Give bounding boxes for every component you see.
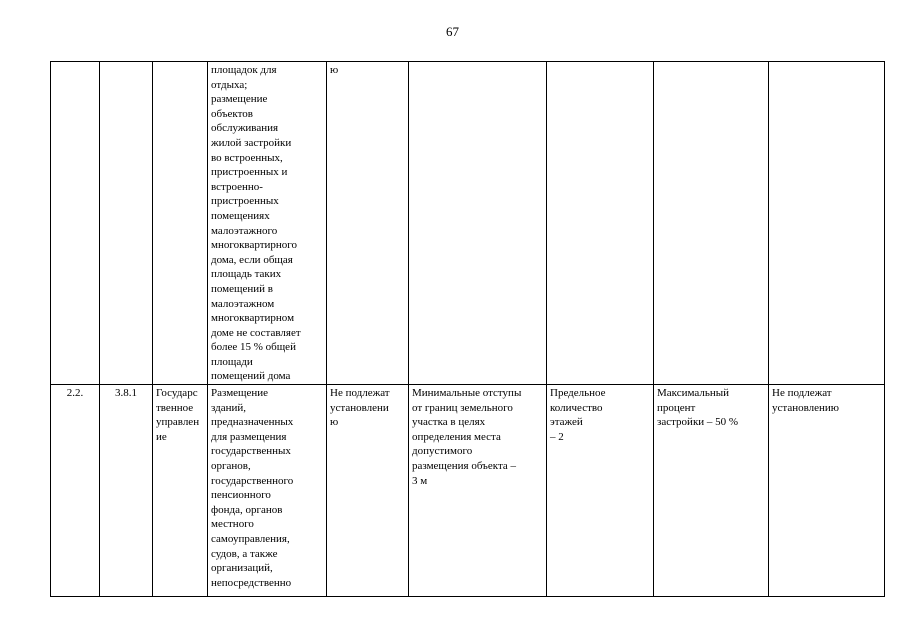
- cell-line: 3 м: [412, 474, 428, 487]
- cell-other: [769, 385, 885, 597]
- cell-line: самоуправления,: [211, 533, 290, 545]
- cell-use-type: [153, 385, 208, 597]
- table-row-continuation: [51, 62, 885, 385]
- cell-line: дома, если общая: [211, 253, 293, 266]
- cell-number: [51, 62, 100, 385]
- cell-line: Размещение: [211, 387, 269, 400]
- cell-line: Не подлежат: [772, 387, 832, 400]
- cell-line: пенсионного: [211, 489, 271, 502]
- cell-line: многоквартирном: [211, 312, 295, 325]
- cell-line: площадь таких: [211, 268, 282, 281]
- cell-line: органов,: [211, 460, 251, 473]
- cell-line: пристроенных: [211, 195, 279, 208]
- cell-line: более 15 % общей: [211, 341, 296, 354]
- cell-line: площадок для: [211, 64, 277, 76]
- cell-description: [208, 385, 327, 597]
- cell-line: встроенно-: [211, 180, 263, 193]
- cell-line: установлени: [330, 401, 389, 414]
- cell-line: Не подлежат: [330, 387, 390, 400]
- cell-line: зданий,: [211, 401, 247, 414]
- cell-line: пристроенных и: [211, 166, 288, 179]
- cell-line: от границ земельного: [412, 401, 513, 414]
- cell-line: обслуживания: [211, 122, 279, 135]
- cell-other: [769, 62, 885, 385]
- cell-setbacks: [409, 62, 547, 385]
- cell-number: [51, 385, 100, 597]
- cell-line: помещений дома: [211, 370, 291, 383]
- cell-land-size: [327, 385, 409, 597]
- cell-line: допустимого: [412, 445, 473, 458]
- cell-line: определения места: [412, 430, 501, 443]
- cell-line: площади: [211, 355, 253, 368]
- cell-line: Предельное: [550, 387, 606, 400]
- cell-line: многоквартирного: [211, 239, 298, 252]
- cell-line: местного: [211, 518, 254, 531]
- cell-line: процент: [657, 401, 696, 414]
- cell-line: 2.2.: [66, 387, 84, 400]
- cell-line: управлен: [156, 416, 200, 429]
- cell-line: помещений в: [211, 282, 273, 295]
- cell-line: отдыха;: [211, 78, 248, 91]
- cell-line: размещение: [211, 93, 268, 106]
- cell-line: предназначенных: [211, 416, 294, 429]
- cell-line: фонда, органов: [211, 503, 283, 516]
- cell-code: [100, 62, 153, 385]
- cell-use-type: [153, 62, 208, 385]
- page-number: 67: [446, 24, 459, 39]
- cell-line: установлению: [772, 401, 840, 414]
- cell-line: малоэтажного: [211, 224, 278, 237]
- cell-line: участка в целях: [412, 416, 486, 429]
- cell-code: [100, 385, 153, 597]
- cell-line: жилой застройки: [211, 136, 292, 149]
- cell-line: количество: [550, 401, 603, 414]
- cell-coverage: [654, 62, 769, 385]
- cell-line: во встроенных,: [211, 151, 283, 164]
- cell-line: государственного: [211, 474, 294, 487]
- zoning-table: [50, 61, 885, 597]
- cell-line: размещения объекта –: [412, 460, 517, 473]
- cell-line: твенное: [156, 401, 194, 414]
- cell-line: малоэтажном: [211, 297, 275, 310]
- cell-line: для размещения: [211, 430, 287, 443]
- cell-floors: [547, 385, 654, 597]
- cell-line: Минимальные отступы: [412, 387, 522, 400]
- cell-description: [208, 62, 327, 385]
- cell-line: судов, а также: [211, 547, 278, 560]
- cell-line: 3.8.1: [115, 387, 137, 400]
- cell-land-size: [327, 62, 409, 385]
- cell-line: этажей: [550, 416, 583, 429]
- cell-setbacks: [409, 385, 547, 597]
- cell-line: помещениях: [211, 209, 270, 222]
- cell-line: застройки – 50 %: [657, 416, 739, 429]
- cell-line: ие: [156, 430, 167, 443]
- cell-coverage: [654, 385, 769, 597]
- cell-line: государственных: [211, 445, 291, 458]
- cell-line: – 2: [550, 430, 564, 443]
- cell-line: ю: [330, 416, 339, 429]
- table-row-2-2: [51, 385, 885, 597]
- cell-line: Государс: [156, 387, 198, 400]
- cell-line: доме не составляет: [211, 326, 301, 339]
- cell-floors: [547, 62, 654, 385]
- cell-line: объектов: [211, 107, 253, 120]
- cell-line: непосредственно: [211, 576, 292, 589]
- cell-line: Максимальный: [657, 387, 730, 400]
- cell-line: ю: [330, 64, 339, 76]
- cell-line: организаций,: [211, 562, 273, 575]
